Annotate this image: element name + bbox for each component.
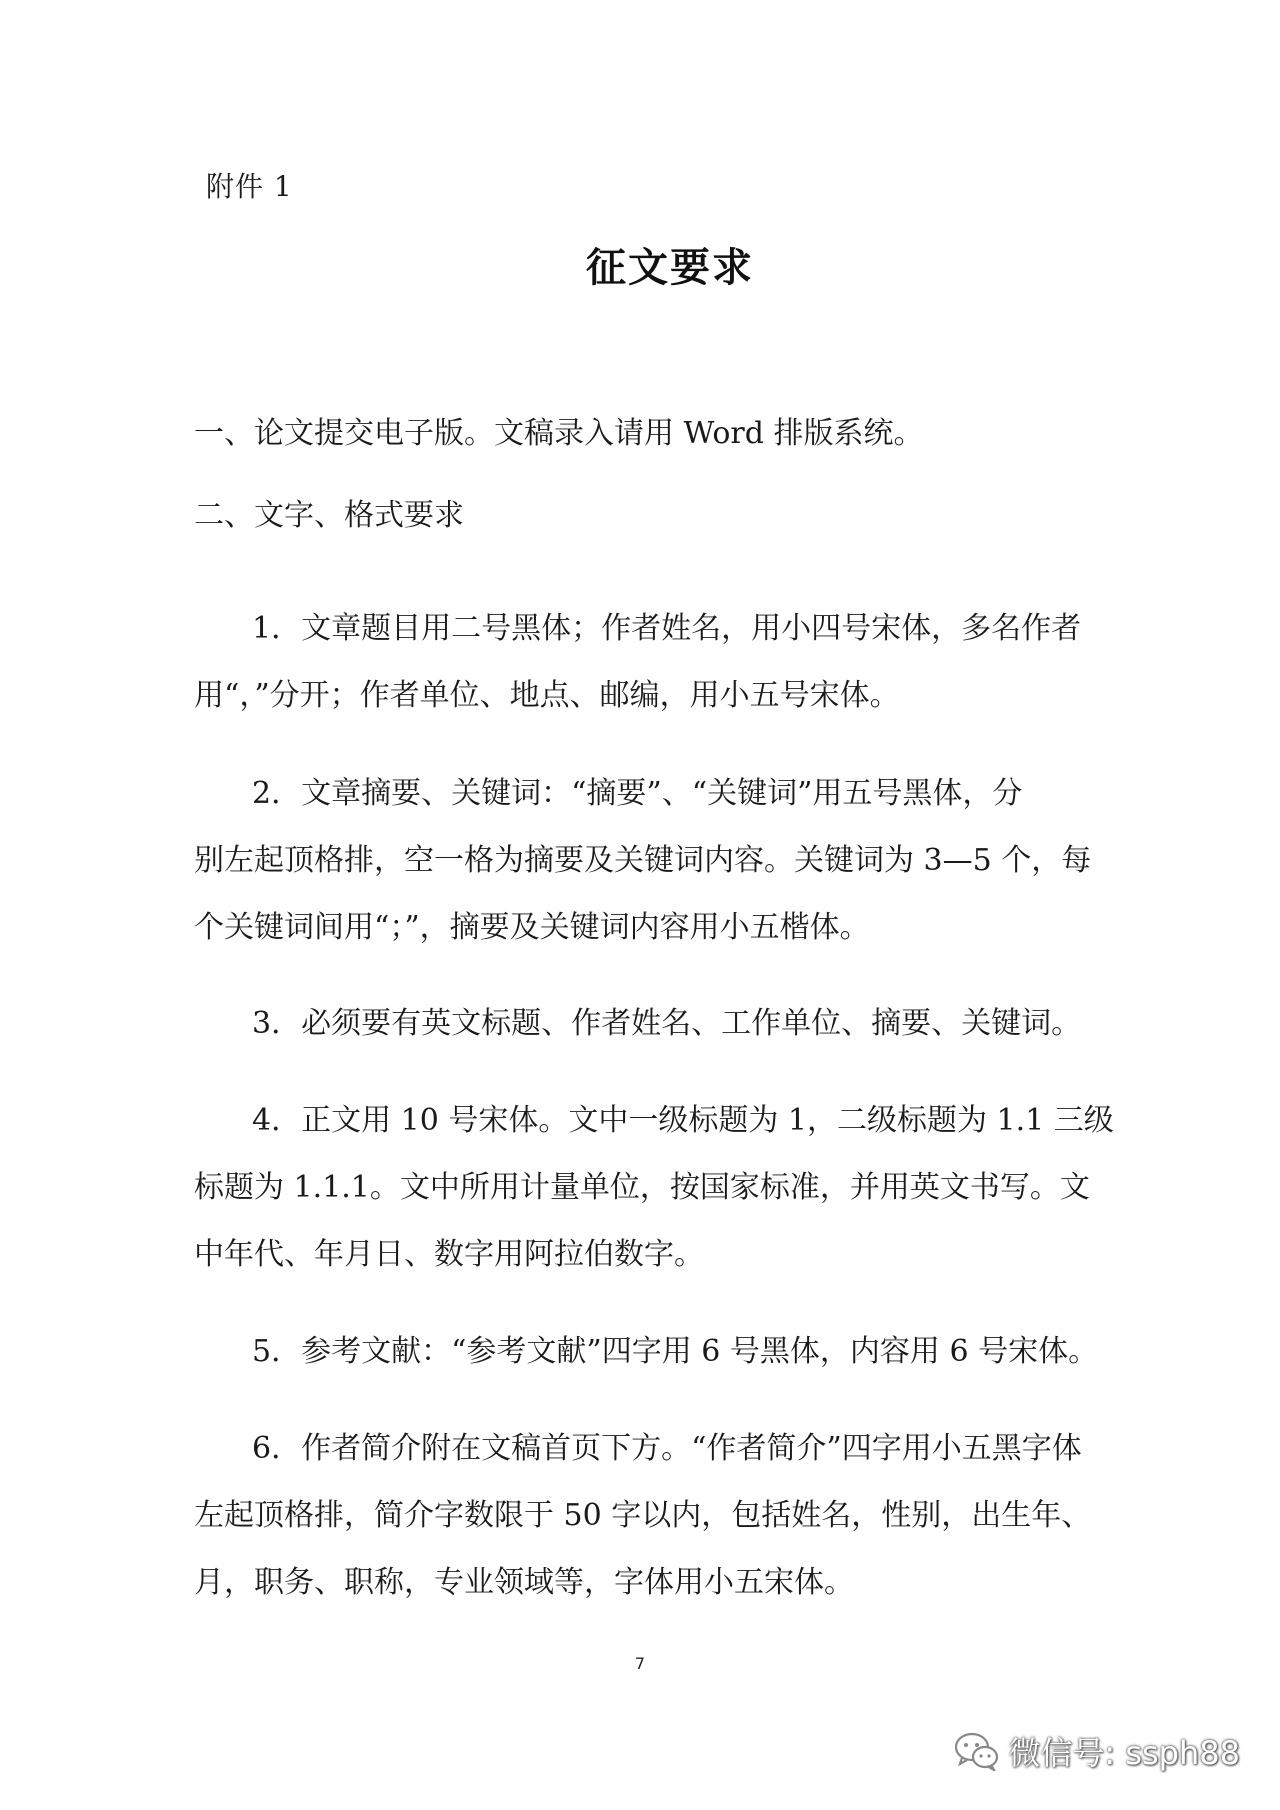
section-one bbox=[194, 400, 1094, 467]
paragraph-line: 3．必须要有英文标题、作者姓名、工作单位、摘要、关键词。 bbox=[252, 1006, 1082, 1041]
document-title: 征文要求 bbox=[586, 245, 754, 291]
requirement-6 bbox=[194, 1415, 1094, 1616]
section-two-heading bbox=[194, 482, 1094, 549]
paragraph-line: 用“，”分开；作者单位、地点、邮编，用小五号宋体。 bbox=[194, 678, 900, 713]
paragraph-line: 6．作者简介附在文稿首页下方。“作者简介”四字用小五黑字体 bbox=[252, 1431, 1082, 1466]
wechat-watermark bbox=[954, 1728, 1240, 1774]
paragraph-line: 月，职务、职称，专业领域等，字体用小五宋体。 bbox=[194, 1565, 854, 1600]
paragraph-line: 2．文章摘要、关键词：“摘要”、“关键词”用五号黑体，分 bbox=[252, 776, 1023, 811]
paragraph-line: 别左起顶格排，空一格为摘要及关键词内容。关键词为 3—5 个，每 bbox=[194, 843, 1092, 878]
paragraph-line: 标题为 1.1.1。文中所用计量单位，按国家标准，并用英文书写。文 bbox=[194, 1170, 1090, 1205]
requirement-2 bbox=[194, 760, 1094, 961]
paragraph-line: 个关键词间用“；”，摘要及关键词内容用小五楷体。 bbox=[194, 910, 870, 945]
paragraph-line: 中年代、年月日、数字用阿拉伯数字。 bbox=[194, 1237, 704, 1272]
paragraph-line: 二、文字、格式要求 bbox=[194, 498, 464, 533]
requirement-1 bbox=[194, 595, 1094, 729]
paragraph-line: 4．正文用 10 号宋体。文中一级标题为 1，二级标题为 1.1 三级 bbox=[252, 1103, 1114, 1138]
requirement-4 bbox=[194, 1087, 1114, 1288]
paragraph-line: 5．参考文献：“参考文献”四字用 6 号黑体，内容用 6 号宋体。 bbox=[252, 1334, 1099, 1369]
page-number: 7 bbox=[634, 1654, 646, 1673]
paragraph-line: 一、论文提交电子版。文稿录入请用 Word 排版系统。 bbox=[194, 416, 924, 451]
attachment-label: 附件 1 bbox=[206, 170, 293, 203]
paragraph-line: 左起顶格排，简介字数限于 50 字以内，包括姓名，性别，出生年、 bbox=[194, 1498, 1092, 1533]
paragraph-line: 1．文章题目用二号黑体；作者姓名，用小四号宋体，多名作者 bbox=[252, 611, 1082, 646]
wechat-icon bbox=[954, 1731, 1000, 1771]
requirement-5 bbox=[194, 1318, 1099, 1385]
requirement-3 bbox=[194, 990, 1094, 1057]
watermark-text: 微信号: ssph88 bbox=[1008, 1734, 1240, 1772]
